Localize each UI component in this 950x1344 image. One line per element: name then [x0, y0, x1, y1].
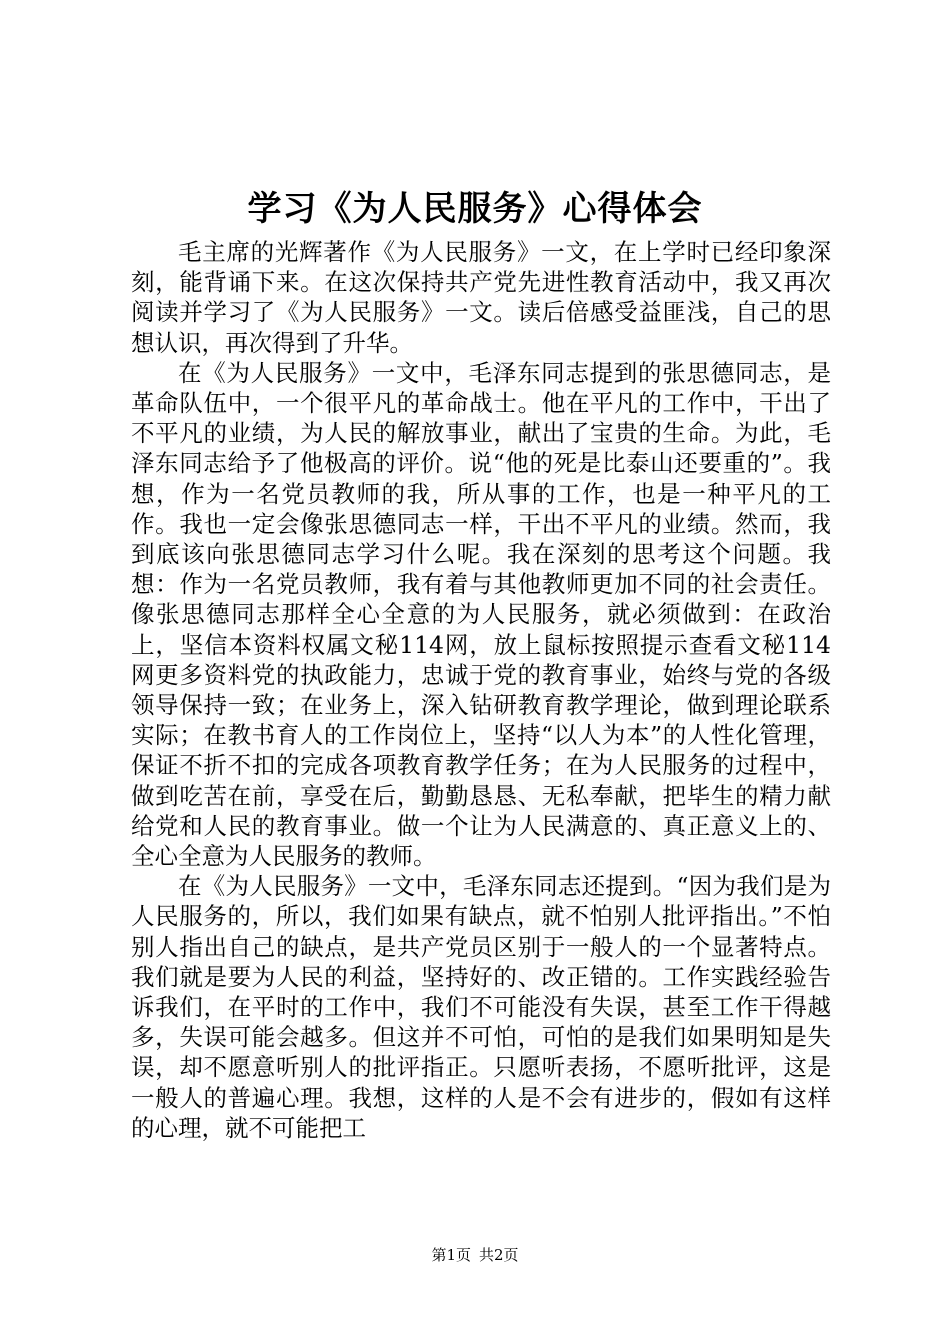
paragraph-1: 毛主席的光辉著作《为人民服务》一文，在上学时已经印象深刻，能背诵下来。在这次保持共产党先进性教育活动中，我又再次阅读并学习了《为人民服务》一文。读后倍感受益匪浅，自己的思想认识，再次得到了升华。	[131, 238, 831, 357]
page-number-current: 第1页	[431, 1246, 471, 1264]
document-body	[131, 237, 831, 1143]
paragraph-2: 在《为人民服务》一文中，毛泽东同志提到的张思德同志，是革命队伍中，一个很平凡的革命战士。他在平凡的工作中，干出了不平凡的业绩，为人民的解放事业，献出了宝贵的生命。为此，毛泽东同志给予了他极高的评价。说“他的死是比泰山还要重的”。我想，作为一名党员教师的我，所从事的工作，也是一种平凡的工作。我也一定会像张思德同志一样，干出不平凡的业绩。然而，我到底该向张思德同志学习什么呢。我在深刻的思考这个问题。我想：作为一名党员教师，我有着与其他教师更加不同的社会责任。像张思德同志那样全心全意的为人民服务，就必须做到：在政治上，坚信本资料权属文秘114网，放上鼠标按照提示查看文秘114网更多资料党的执政能力，忠诚于党的教育事业，始终与党的各级领导保持一致；在业务上，深入钻研教育教学理论，做到理论联系实际；在教书育人的工作岗位上，坚持“以人为本”的人性化管理，保证不折不扣的完成各项教育教学任务；在为人民服务的过程中，做到吃苦在前，享受在后，勤勤恳恳、无私奉献，把毕生的精力献给党和人民的教育事业。做一个让为人民满意的、真正意义上的、全心全意为人民服务的教师。	[131, 358, 831, 871]
page-footer	[0, 1244, 950, 1266]
paragraph-3: 在《为人民服务》一文中，毛泽东同志还提到。“因为我们是为人民服务的，所以，我们如果有缺点，就不怕别人批评指出。”不怕别人指出自己的缺点，是共产党员区别于一般人的一个显著特点。我们就是要为人民的利益，坚持好的、改正错的。工作实践经验告诉我们，在平时的工作中，我们不可能没有失误，甚至工作干得越多，失误可能会越多。但这并不可怕，可怕的是我们如果明知是失误，却不愿意听别人的批评指正。只愿听表扬，不愿听批评，这是一般人的普遍心理。我想，这样的人是不会有进步的，假如有这样的心理，就不可能把工	[131, 872, 831, 1142]
document-title: 学习《为人民服务》心得体会	[247, 189, 703, 229]
page-number-total: 共2页	[479, 1246, 519, 1264]
